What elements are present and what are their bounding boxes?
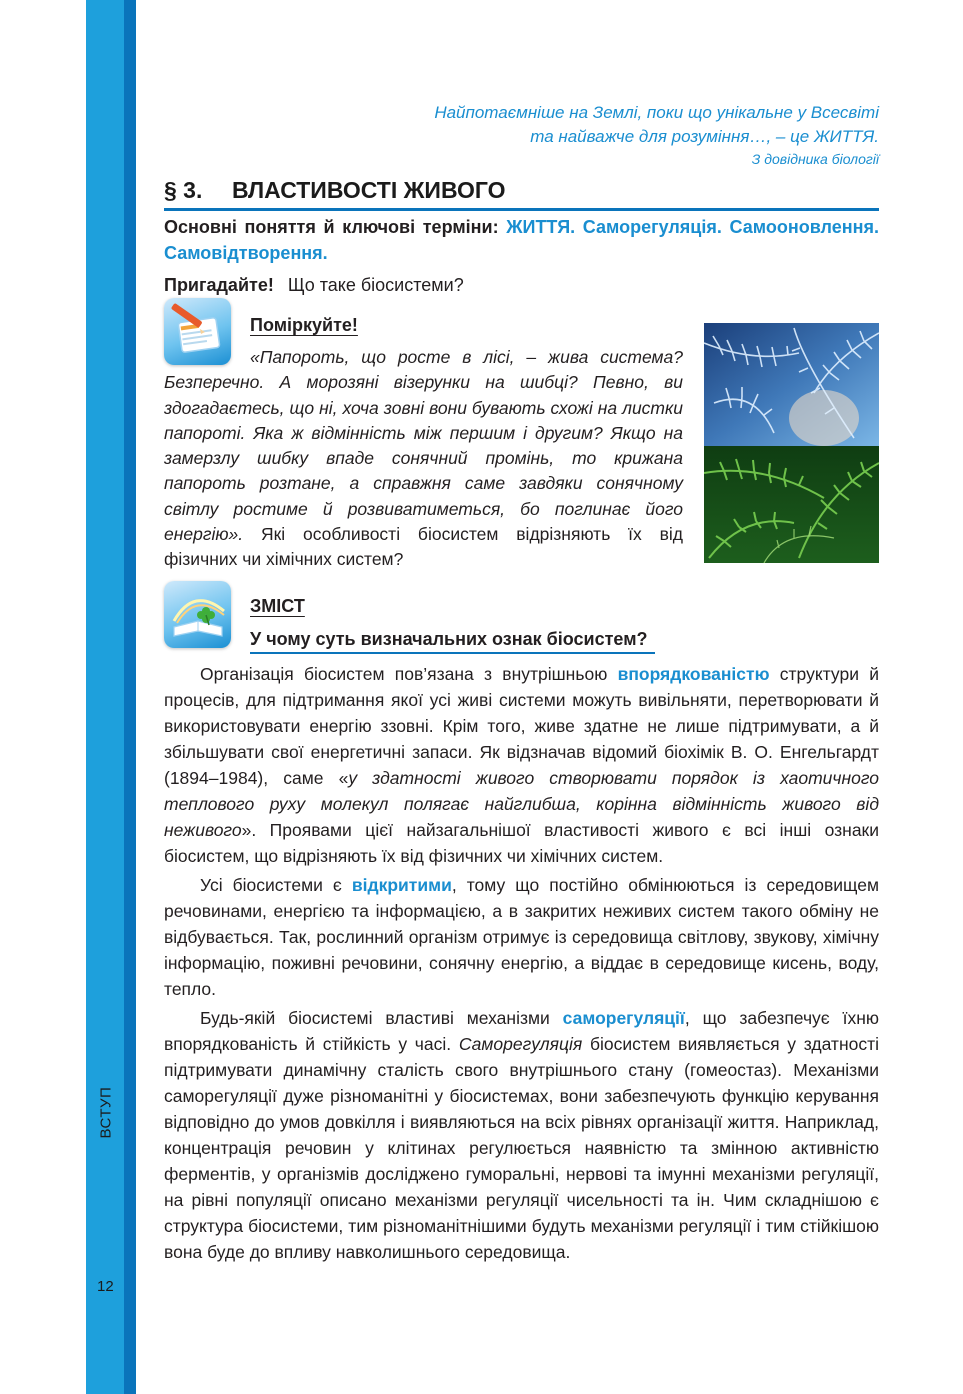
emphasis-term: Саморегуляція xyxy=(458,1034,583,1054)
text-run: Організація біосистем пов’язана з внутрішньою xyxy=(200,664,618,684)
recall-question: Що таке біосистеми? xyxy=(287,275,464,295)
think-quote xyxy=(164,345,683,573)
text-run: , тому що постійно обмінюються із середовищем речовинами, енергією та інформацією, а в закритих неживих систем такого обміну не відбувається. Так, рослинний організм отримує із середовища світлову, звукову, хімічну інформацію, поживні речовини, сонячну енергію, а віддає в середовище кисень, воду, тепло. xyxy=(164,875,879,999)
recall-label: Пригадайте! xyxy=(164,275,274,295)
page-number: 12 xyxy=(97,1278,114,1295)
frost-and-fern-image xyxy=(704,323,879,563)
text-run: біосистем виявляється у здатності підтримувати динамічну сталість свого внутрішнього стану (гомеостаз). Механізми саморегуляції дуже різноманітні у біосистемах, вони забезпечують функцію керування відповідно до умов довкілля і виявляються на всіх рівнях організації життя. Наприклад, концентрація речовин у клітинах регулюється наявністю та змінною активністю ферментів, у організмів досліджено гуморальні, нервові та імунні механізми регуляції, на рівні популяції описано механізми регуляції чисельності та ін. Чим складнішою є структура біосистеми, тим різноманітнішими будуть механізми регуляції і тим стійкішою вона буде до впливу навколишнього середовища. xyxy=(164,1034,880,1262)
text-run: , що забезпечує їхню впорядкованість й стійкість у часі. xyxy=(164,1008,880,1054)
content-title: ЗМІСТ xyxy=(250,596,305,616)
epigraph-source: З довідника біології xyxy=(751,151,879,167)
section-label xyxy=(98,1119,115,1139)
paragraph xyxy=(164,1005,879,1265)
think-title: Поміркуйте! xyxy=(250,315,358,335)
text-run: Будь-якій біосистемі властиві механізми xyxy=(200,1008,563,1028)
key-terms-list: ЖИТТЯ. Саморегуляція. Самооновлення. Самовідтворення. xyxy=(164,217,879,263)
sidebar-stripe-light xyxy=(86,0,124,1394)
clover-book-icon xyxy=(164,581,231,648)
quote-text: у здатності живого створювати порядок із хаотичного теплового руху молекул полягає найглибша, корінна відмінність живого від неживого xyxy=(164,768,879,840)
epigraph-line: та найважче для розуміння…, – це ЖИТТЯ. xyxy=(530,127,879,146)
highlight-term: саморегуляції xyxy=(562,1008,685,1028)
recall-prompt xyxy=(164,272,464,298)
text-run: ». Проявами цієї найзагальнішої властивості живого є всі інші ознаки біосистем, що відрізняють їх від фізичних чи хімічних систем. xyxy=(164,820,879,866)
think-question: Які особливості біосистем відрізняють їх від фізичних чи хімічних систем? xyxy=(164,524,683,570)
think-quote-text: «Папороть, що росте в лісі, – жива система? Безперечно. А морозяні візерунки на шибці? Певно, ви здогадаєтесь, що ні, хоча зовні вони бувають схожі на листки папороті. Яка ж відмінність між першим і другим? Якщо на замерзлу шибку впаде сонячний промінь, то крижана папороть розтане, а справжня саме завдяки сонячному світлу ростиме й розвиватиметься, бо поглинає його енергію». xyxy=(164,347,683,545)
paragraph xyxy=(164,661,879,869)
key-terms xyxy=(164,214,879,266)
text-run: структури й процесів, для підтримання якої усі живі системи можуть вивільняти, перетворювати й використовувати енергію ззовні. Крім того, живе здатне не лише підтримувати, а й збільшувати свої енергетичні запаси. Як відзначав відомий біохімік В. О. Енгельгардт (1894–1984), саме « xyxy=(164,664,879,788)
highlight-term: відкритими xyxy=(351,875,452,895)
content-subtitle: У чому суть визначальних ознак біосистем? xyxy=(250,629,655,654)
section-number: § 3. xyxy=(164,177,203,203)
paragraph xyxy=(164,872,879,1002)
epigraph-line: Найпотаємніше на Землі, поки що унікальне у Всесвіті xyxy=(434,103,879,122)
epigraph xyxy=(359,101,879,169)
sidebar-stripe-dark xyxy=(124,0,136,1394)
page-title xyxy=(164,177,879,211)
section-title: ВЛАСТИВОСТІ ЖИВОГО xyxy=(232,177,506,203)
body-text xyxy=(164,661,879,1268)
highlight-term: впорядкованістю xyxy=(617,664,770,684)
key-terms-label: Основні поняття й ключові терміни: xyxy=(164,217,499,237)
text-run: Усі біосистеми є xyxy=(200,875,352,895)
